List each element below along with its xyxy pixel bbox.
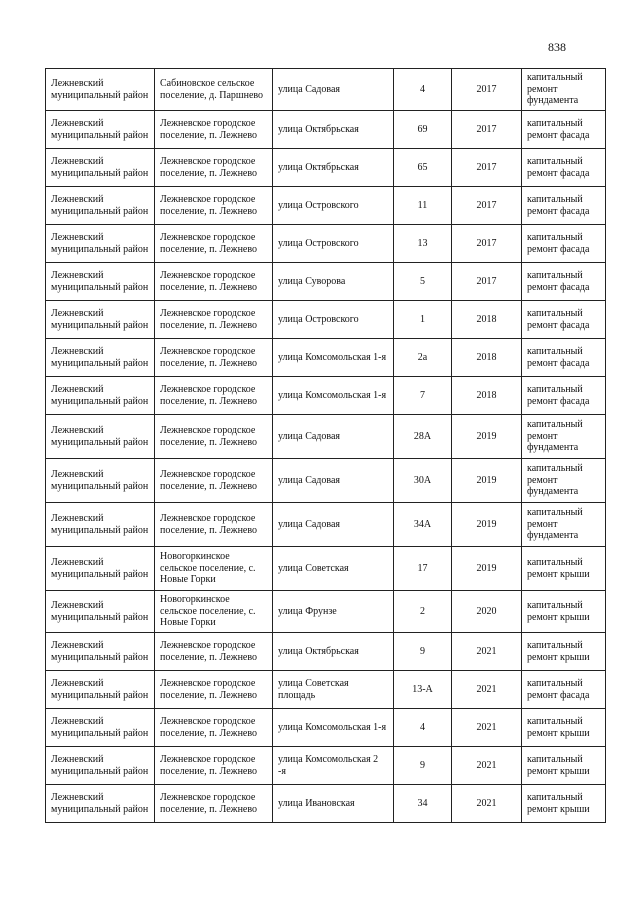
table-row	[46, 263, 606, 301]
district-cell: Лежневский муниципальный район	[46, 415, 155, 459]
year-cell: 2017	[452, 263, 522, 301]
street-cell: улица Комсомольская 2 -я	[273, 747, 394, 785]
street-cell: улица Садовая	[273, 69, 394, 111]
year-cell: 2019	[452, 415, 522, 459]
house-number-cell: 9	[394, 747, 452, 785]
work-type-cell: капитальный ремонт фасада	[522, 187, 606, 225]
district-cell: Лежневский муниципальный район	[46, 547, 155, 591]
table-row	[46, 709, 606, 747]
table-row	[46, 633, 606, 671]
table-row	[46, 503, 606, 547]
work-type-cell: капитальный ремонт фундамента	[522, 459, 606, 503]
street-cell: улица Садовая	[273, 503, 394, 547]
street-cell: улица Ивановская	[273, 785, 394, 823]
table-row	[46, 415, 606, 459]
district-cell: Лежневский муниципальный район	[46, 591, 155, 633]
house-number-cell: 4	[394, 709, 452, 747]
table-row	[46, 459, 606, 503]
repair-schedule-table	[45, 68, 606, 823]
street-cell: улица Островского	[273, 225, 394, 263]
district-cell: Лежневский муниципальный район	[46, 503, 155, 547]
work-type-cell: капитальный ремонт фундамента	[522, 69, 606, 111]
year-cell: 2018	[452, 301, 522, 339]
street-cell: улица Островского	[273, 301, 394, 339]
year-cell: 2018	[452, 377, 522, 415]
table-row	[46, 111, 606, 149]
settlement-cell: Сабиновское сельское поселение, д. Паршнево	[155, 69, 273, 111]
settlement-cell: Лежневское городское поселение, п. Лежнево	[155, 633, 273, 671]
table-row	[46, 301, 606, 339]
year-cell: 2021	[452, 747, 522, 785]
table-row	[46, 747, 606, 785]
work-type-cell: капитальный ремонт фасада	[522, 671, 606, 709]
settlement-cell: Лежневское городское поселение, п. Лежнево	[155, 187, 273, 225]
district-cell: Лежневский муниципальный район	[46, 633, 155, 671]
year-cell: 2018	[452, 339, 522, 377]
street-cell: улица Советская	[273, 547, 394, 591]
work-type-cell: капитальный ремонт фундамента	[522, 415, 606, 459]
work-type-cell: капитальный ремонт крыши	[522, 785, 606, 823]
house-number-cell: 1	[394, 301, 452, 339]
work-type-cell: капитальный ремонт фасада	[522, 377, 606, 415]
year-cell: 2021	[452, 785, 522, 823]
table-row	[46, 547, 606, 591]
settlement-cell: Новогоркинское сельское поселение, с. Новые Горки	[155, 591, 273, 633]
house-number-cell: 34А	[394, 503, 452, 547]
house-number-cell: 13	[394, 225, 452, 263]
table-row	[46, 671, 606, 709]
table-row	[46, 785, 606, 823]
house-number-cell: 65	[394, 149, 452, 187]
year-cell: 2021	[452, 709, 522, 747]
work-type-cell: капитальный ремонт фасада	[522, 263, 606, 301]
house-number-cell: 34	[394, 785, 452, 823]
work-type-cell: капитальный ремонт фасада	[522, 225, 606, 263]
district-cell: Лежневский муниципальный район	[46, 69, 155, 111]
settlement-cell: Лежневское городское поселение, п. Лежнево	[155, 339, 273, 377]
work-type-cell: капитальный ремонт фасада	[522, 339, 606, 377]
work-type-cell: капитальный ремонт фасада	[522, 149, 606, 187]
district-cell: Лежневский муниципальный район	[46, 339, 155, 377]
settlement-cell: Лежневское городское поселение, п. Лежнево	[155, 671, 273, 709]
page-number: 838	[548, 40, 566, 54]
street-cell: улица Суворова	[273, 263, 394, 301]
year-cell: 2019	[452, 547, 522, 591]
settlement-cell: Лежневское городское поселение, п. Лежнево	[155, 149, 273, 187]
work-type-cell: капитальный ремонт крыши	[522, 747, 606, 785]
district-cell: Лежневский муниципальный район	[46, 149, 155, 187]
street-cell: улица Советская площадь	[273, 671, 394, 709]
street-cell: улица Островского	[273, 187, 394, 225]
table-row	[46, 69, 606, 111]
house-number-cell: 30А	[394, 459, 452, 503]
work-type-cell: капитальный ремонт крыши	[522, 709, 606, 747]
settlement-cell: Лежневское городское поселение, п. Лежнево	[155, 301, 273, 339]
street-cell: улица Фрунзе	[273, 591, 394, 633]
house-number-cell: 7	[394, 377, 452, 415]
year-cell: 2019	[452, 459, 522, 503]
settlement-cell: Лежневское городское поселение, п. Лежнево	[155, 459, 273, 503]
house-number-cell: 28А	[394, 415, 452, 459]
table-row	[46, 225, 606, 263]
year-cell: 2017	[452, 111, 522, 149]
table-row	[46, 149, 606, 187]
year-cell: 2020	[452, 591, 522, 633]
street-cell: улица Комсомольская 1-я	[273, 709, 394, 747]
house-number-cell: 5	[394, 263, 452, 301]
house-number-cell: 13-А	[394, 671, 452, 709]
district-cell: Лежневский муниципальный район	[46, 111, 155, 149]
table-row	[46, 339, 606, 377]
district-cell: Лежневский муниципальный район	[46, 709, 155, 747]
year-cell: 2021	[452, 671, 522, 709]
work-type-cell: капитальный ремонт фундамента	[522, 503, 606, 547]
settlement-cell: Лежневское городское поселение, п. Лежнево	[155, 747, 273, 785]
table-body	[46, 69, 606, 823]
work-type-cell: капитальный ремонт фасада	[522, 301, 606, 339]
settlement-cell: Лежневское городское поселение, п. Лежнево	[155, 377, 273, 415]
work-type-cell: капитальный ремонт крыши	[522, 633, 606, 671]
settlement-cell: Новогоркинское сельское поселение, с. Новые Горки	[155, 547, 273, 591]
settlement-cell: Лежневское городское поселение, п. Лежнево	[155, 225, 273, 263]
street-cell: улица Октябрьская	[273, 633, 394, 671]
house-number-cell: 2а	[394, 339, 452, 377]
settlement-cell: Лежневское городское поселение, п. Лежнево	[155, 415, 273, 459]
street-cell: улица Комсомольская 1-я	[273, 377, 394, 415]
street-cell: улица Октябрьская	[273, 111, 394, 149]
district-cell: Лежневский муниципальный район	[46, 263, 155, 301]
house-number-cell: 69	[394, 111, 452, 149]
settlement-cell: Лежневское городское поселение, п. Лежнево	[155, 785, 273, 823]
table-row	[46, 591, 606, 633]
street-cell: улица Садовая	[273, 415, 394, 459]
district-cell: Лежневский муниципальный район	[46, 747, 155, 785]
table-row	[46, 377, 606, 415]
house-number-cell: 2	[394, 591, 452, 633]
street-cell: улица Садовая	[273, 459, 394, 503]
year-cell: 2021	[452, 633, 522, 671]
district-cell: Лежневский муниципальный район	[46, 459, 155, 503]
year-cell: 2017	[452, 187, 522, 225]
house-number-cell: 4	[394, 69, 452, 111]
district-cell: Лежневский муниципальный район	[46, 377, 155, 415]
year-cell: 2017	[452, 225, 522, 263]
district-cell: Лежневский муниципальный район	[46, 187, 155, 225]
district-cell: Лежневский муниципальный район	[46, 301, 155, 339]
settlement-cell: Лежневское городское поселение, п. Лежнево	[155, 503, 273, 547]
work-type-cell: капитальный ремонт фасада	[522, 111, 606, 149]
settlement-cell: Лежневское городское поселение, п. Лежнево	[155, 263, 273, 301]
year-cell: 2017	[452, 69, 522, 111]
district-cell: Лежневский муниципальный район	[46, 785, 155, 823]
house-number-cell: 11	[394, 187, 452, 225]
work-type-cell: капитальный ремонт крыши	[522, 591, 606, 633]
house-number-cell: 9	[394, 633, 452, 671]
house-number-cell: 17	[394, 547, 452, 591]
street-cell: улица Октябрьская	[273, 149, 394, 187]
settlement-cell: Лежневское городское поселение, п. Лежнево	[155, 111, 273, 149]
work-type-cell: капитальный ремонт крыши	[522, 547, 606, 591]
settlement-cell: Лежневское городское поселение, п. Лежнево	[155, 709, 273, 747]
district-cell: Лежневский муниципальный район	[46, 225, 155, 263]
year-cell: 2019	[452, 503, 522, 547]
district-cell: Лежневский муниципальный район	[46, 671, 155, 709]
year-cell: 2017	[452, 149, 522, 187]
street-cell: улица Комсомольская 1-я	[273, 339, 394, 377]
table-row	[46, 187, 606, 225]
